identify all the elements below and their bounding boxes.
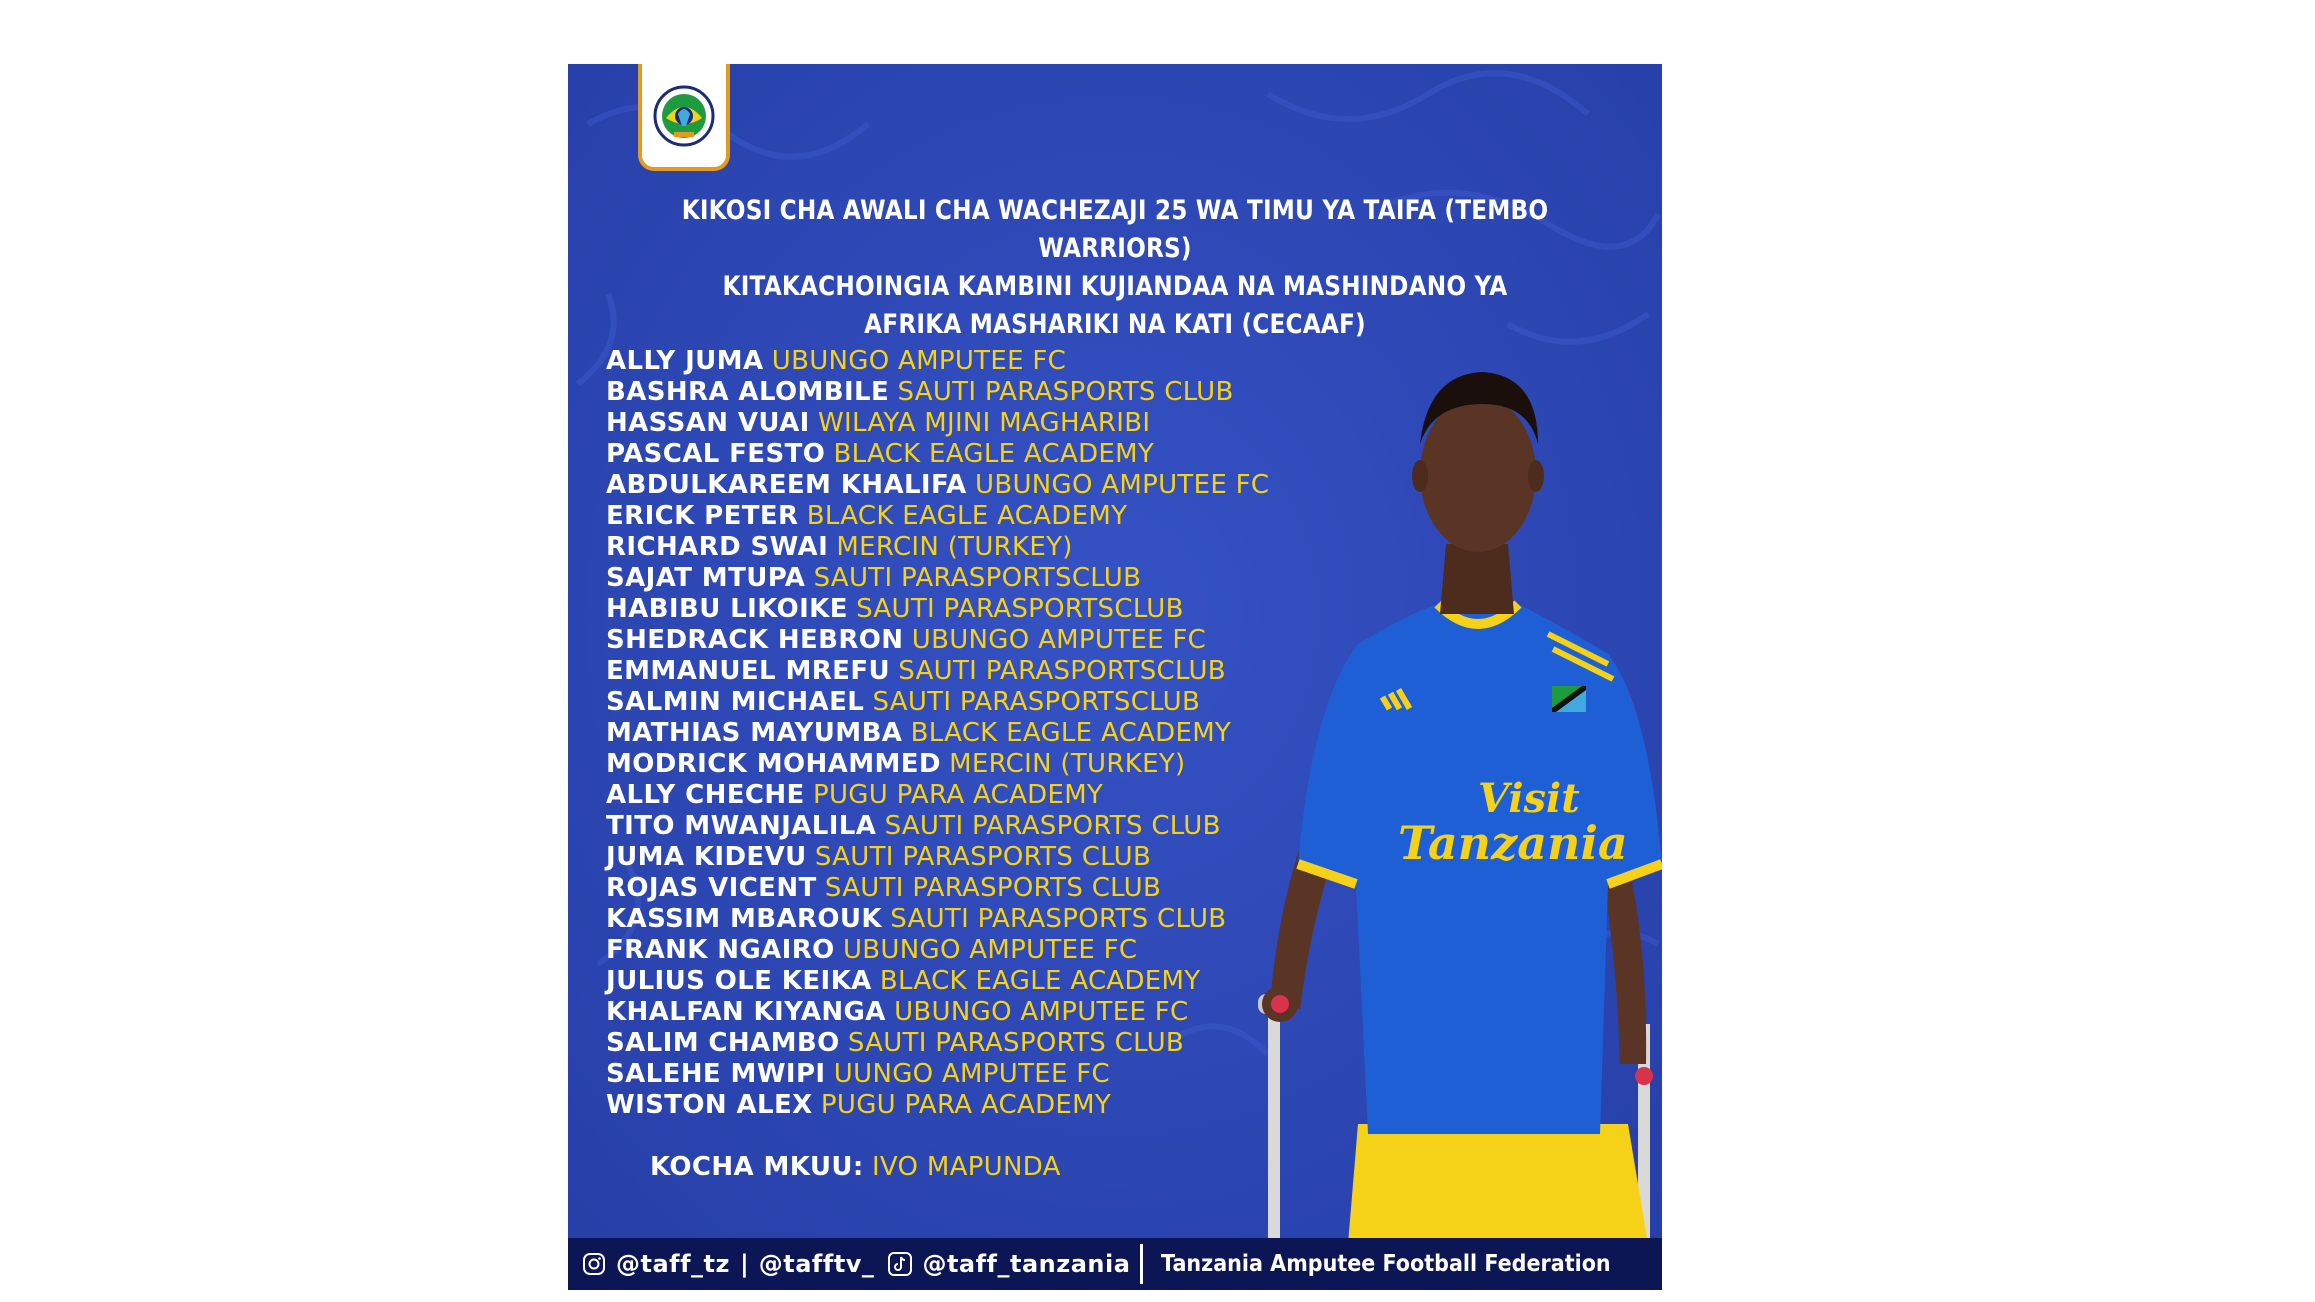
player-name: HABIBU LIKOIKE (606, 594, 848, 624)
player-name: SAJAT MTUPA (606, 563, 806, 593)
player-club: SAUTI PARASPORTS CLUB (814, 842, 1152, 872)
player-name: ERICK PETER (606, 501, 799, 531)
player-club: UBUNGO AMPUTEE FC (842, 935, 1138, 965)
player-club: SAUTI PARASPORTS CLUB (824, 873, 1162, 903)
player-name: SHEDRACK HEBRON (606, 625, 904, 655)
player-name: SALEHE MWIPI (606, 1059, 826, 1089)
player-name: ROJAS VICENT (606, 873, 817, 903)
player-name: ALLY CHECHE (606, 780, 805, 810)
player-name: SALIM CHAMBO (606, 1028, 840, 1058)
player-name: KHALFAN KIYANGA (606, 997, 886, 1027)
taff-crest-icon (652, 84, 716, 148)
twitter-handle[interactable]: @tafftv_ (758, 1250, 875, 1278)
squad-announcement-poster (568, 64, 1662, 1290)
player-name: TITO MWANJALILA (606, 811, 877, 841)
organization-name: Tanzania Amputee Football Federation (1161, 1251, 1612, 1277)
player-name: KASSIM MBAROUK (606, 904, 882, 934)
player-club: UBUNGO AMPUTEE FC (894, 997, 1189, 1027)
player-club: UBUNGO AMPUTEE FC (771, 346, 1067, 376)
player-club: SAUTI PARASPORTS CLUB (890, 904, 1227, 934)
player-name: MATHIAS MAYUMBA (606, 718, 903, 748)
heading-line-2: KITAKACHOINGIA KAMBINI KUJIANDAA NA MASHINDANO YA (722, 271, 1508, 302)
player-name: WISTON ALEX (606, 1090, 813, 1120)
player-club: MERCIN (TURKEY) (836, 532, 1073, 562)
instagram-icon[interactable] (582, 1252, 606, 1276)
player-name: ABDULKAREEM KHALIFA (606, 470, 967, 500)
player-club: BLACK EAGLE ACADEMY (910, 718, 1232, 748)
player-name: BASHRA ALOMBILE (606, 377, 890, 407)
player-name: SALMIN MICHAEL (606, 687, 865, 717)
tanzania-flag-icon (1552, 686, 1586, 712)
player-club: BLACK EAGLE ACADEMY (879, 966, 1201, 996)
player-photo (1208, 304, 1662, 1244)
coach-name: IVO MAPUNDA (871, 1152, 1061, 1182)
handle-separator: | (740, 1250, 749, 1278)
player-name: HASSAN VUAI (606, 408, 810, 438)
player-club: SAUTI PARASPORTS CLUB (884, 811, 1221, 841)
player-club: UUNGO AMPUTEE FC (833, 1059, 1111, 1089)
player-club: SAUTI PARASPORTSCLUB (856, 594, 1184, 624)
tiktok-icon[interactable] (888, 1252, 912, 1276)
player-club: WILAYA MJINI MAGHARIBI (818, 408, 1151, 438)
social-footer (568, 1238, 1662, 1290)
player-club: SAUTI PARASPORTS CLUB (847, 1028, 1185, 1058)
player-name: ALLY JUMA (606, 346, 764, 376)
player-club: UBUNGO AMPUTEE FC (974, 470, 1270, 500)
instagram-handle[interactable]: @taff_tz (616, 1250, 730, 1278)
head-coach (650, 1152, 1061, 1182)
footer-divider (1140, 1244, 1143, 1284)
jersey-text-visit: Visit (1478, 775, 1580, 822)
player-club: BLACK EAGLE ACADEMY (833, 439, 1155, 469)
jersey-text-tanzania: Tanzania (1398, 816, 1628, 870)
player-club: SAUTI PARASPORTSCLUB (813, 563, 1142, 593)
tiktok-handle[interactable]: @taff_tanzania (922, 1250, 1131, 1278)
player-name: RICHARD SWAI (606, 532, 829, 562)
player-name: EMMANUEL MREFU (606, 656, 891, 686)
heading-line-1: KIKOSI CHA AWALI CHA WACHEZAJI 25 WA TIMU YA TAIFA (TEMBO WARRIORS) (681, 195, 1549, 264)
player-name: JUMA KIDEVU (606, 842, 807, 872)
shorts (1348, 1124, 1648, 1244)
federation-logo (638, 64, 730, 171)
heading-line-3: AFRIKA MASHARIKI NA KATI (CECAAF) (864, 309, 1366, 340)
player-head (1420, 396, 1536, 552)
player-club: SAUTI PARASPORTS CLUB (897, 377, 1234, 407)
player-club: PUGU PARA ACADEMY (812, 780, 1104, 810)
player-club: UBUNGO AMPUTEE FC (911, 625, 1207, 655)
player-name: MODRICK MOHAMMED (606, 749, 941, 779)
player-club: SAUTI PARASPORTSCLUB (898, 656, 1226, 686)
player-club: PUGU PARA ACADEMY (820, 1090, 1112, 1120)
crutch-left (1268, 1004, 1280, 1244)
player-club: BLACK EAGLE ACADEMY (806, 501, 1128, 531)
player-name: PASCAL FESTO (606, 439, 826, 469)
player-club: SAUTI PARASPORTSCLUB (872, 687, 1201, 717)
player-name: FRANK NGAIRO (606, 935, 835, 965)
player-name: JULIUS OLE KEIKA (606, 966, 872, 996)
player-club: MERCIN (TURKEY) (949, 749, 1186, 779)
coach-label: KOCHA MKUU: (650, 1152, 864, 1182)
